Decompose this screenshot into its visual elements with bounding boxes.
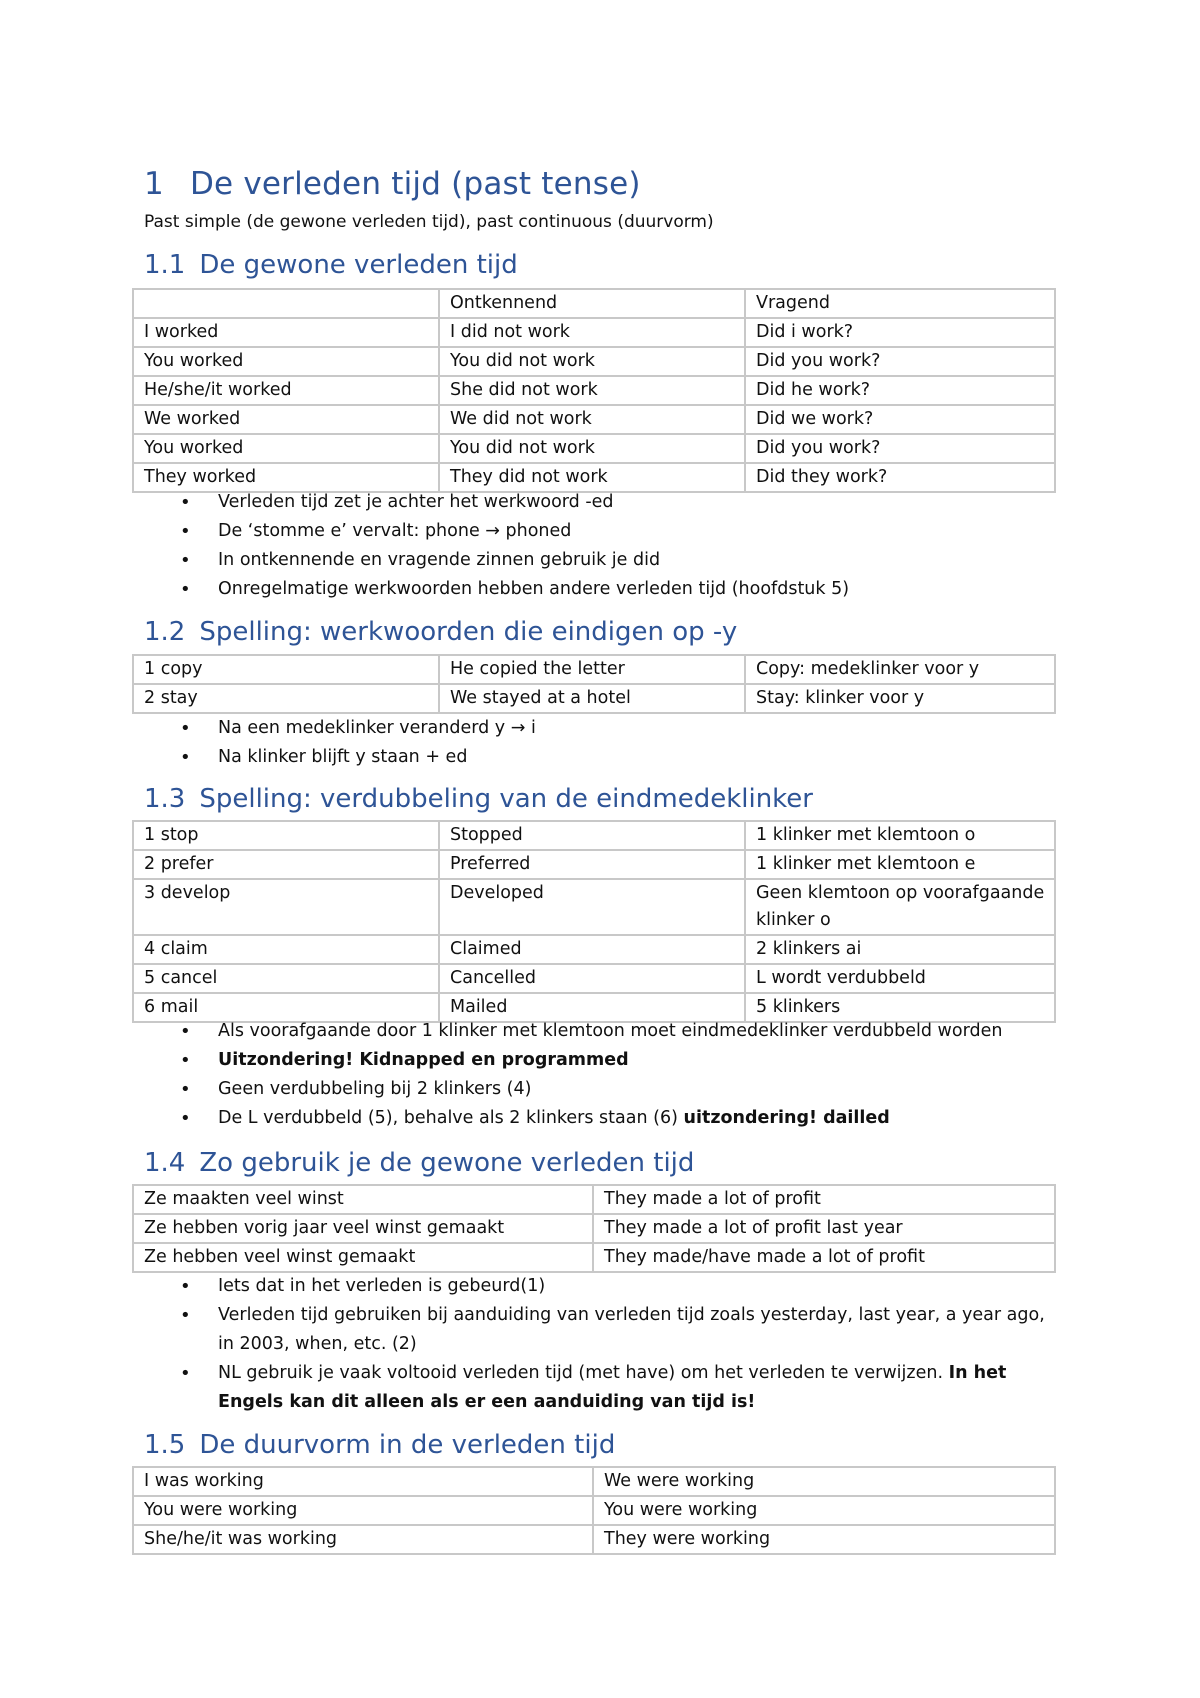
table-row: Ze hebben vorig jaar veel winst gemaakt They made a lot of profit last year	[133, 1214, 1055, 1243]
bullet-list-1-1	[132, 488, 1054, 604]
section-heading-1-3: 1.3 Spelling: verdubbeling van de eindmedeklinker	[144, 784, 813, 814]
section-heading-1-5: 1.5 De duurvorm in de verleden tijd	[144, 1430, 616, 1460]
table-row: 4 claim Claimed 2 klinkers ai	[133, 935, 1055, 964]
table-row: 2 prefer Preferred 1 klinker met klemtoon e	[133, 850, 1055, 879]
table-row: He/she/it worked She did not work Did he work?	[133, 376, 1055, 405]
page-title: 1 De verleden tijd (past tense)	[144, 166, 641, 202]
table-spelling-doubling	[132, 820, 1056, 1023]
section-heading-1-2: 1.2 Spelling: werkwoorden die eindigen op -y	[144, 617, 738, 647]
list-item: • Uitzondering! Kidnapped en programmed	[132, 1046, 1054, 1075]
bullet-list-1-2	[132, 714, 1054, 772]
table-row: They worked They did not work Did they work?	[133, 463, 1055, 492]
table-past-simple	[132, 288, 1056, 493]
list-item: • NL gebruik je vaak voltooid verleden tijd (met have) om het verleden te verwijzen. In het Engels kan dit alleen als er een aanduiding van tijd is!	[132, 1359, 1054, 1417]
bullet-list-1-4	[132, 1272, 1054, 1417]
table-row: You were working You were working	[133, 1496, 1055, 1525]
table-header-row	[133, 289, 1055, 318]
table-row: 3 develop Developed Geen klemtoon op voorafgaande klinker o	[133, 879, 1055, 935]
list-item: • Verleden tijd gebruiken bij aanduiding van verleden tijd zoals yesterday, last year, a year ago, in 2003, when, etc. (2)	[132, 1301, 1054, 1359]
bullet-list-1-3	[132, 1017, 1054, 1133]
subtitle: Past simple (de gewone verleden tijd), past continuous (duurvorm)	[144, 212, 714, 232]
table-row: Ze maakten veel winst They made a lot of profit	[133, 1185, 1055, 1214]
list-item: • De ‘stomme e’ vervalt: phone → phoned	[132, 517, 1054, 546]
list-item: • Na klinker blijft y staan + ed	[132, 743, 1054, 772]
table-past-continuous	[132, 1466, 1056, 1555]
table-row: 6 mail Mailed 5 klinkers	[133, 993, 1055, 1022]
table-row: Ze hebben veel winst gemaakt They made/have made a lot of profit	[133, 1243, 1055, 1272]
table-row: We worked We did not work Did we work?	[133, 405, 1055, 434]
table-row: 1 copy He copied the letter Copy: medeklinker voor y	[133, 655, 1055, 684]
table-row: You worked You did not work Did you work?	[133, 347, 1055, 376]
list-item: • De L verdubbeld (5), behalve als 2 klinkers staan (6) uitzondering! dailled	[132, 1104, 1054, 1133]
table-row: 1 stop Stopped 1 klinker met klemtoon o	[133, 821, 1055, 850]
table-row: I was working We were working	[133, 1467, 1055, 1496]
list-item: • Verleden tijd zet je achter het werkwoord -ed	[132, 488, 1054, 517]
table-spelling-y	[132, 654, 1056, 714]
table-row: She/he/it was working They were working	[133, 1525, 1055, 1554]
list-item: • Als voorafgaande door 1 klinker met klemtoon moet eindmedeklinker verdubbeld worden	[132, 1017, 1054, 1046]
table-row: 2 stay We stayed at a hotel Stay: klinker voor y	[133, 684, 1055, 713]
header-vragend: Vragend	[745, 289, 1055, 318]
table-row: You worked You did not work Did you work?	[133, 434, 1055, 463]
section-heading-1-4: 1.4 Zo gebruik je de gewone verleden tijd	[144, 1148, 695, 1178]
table-row: I worked I did not work Did i work?	[133, 318, 1055, 347]
list-item: • Onregelmatige werkwoorden hebben andere verleden tijd (hoofdstuk 5)	[132, 575, 1054, 604]
table-usage	[132, 1184, 1056, 1273]
table-row: 5 cancel Cancelled L wordt verdubbeld	[133, 964, 1055, 993]
list-item: • Iets dat in het verleden is gebeurd(1)	[132, 1272, 1054, 1301]
header-ontkennend: Ontkennend	[439, 289, 745, 318]
list-item: • Na een medeklinker veranderd y → i	[132, 714, 1054, 743]
section-heading-1-1: 1.1 De gewone verleden tijd	[144, 250, 518, 280]
list-item: • Geen verdubbeling bij 2 klinkers (4)	[132, 1075, 1054, 1104]
list-item: • In ontkennende en vragende zinnen gebruik je did	[132, 546, 1054, 575]
